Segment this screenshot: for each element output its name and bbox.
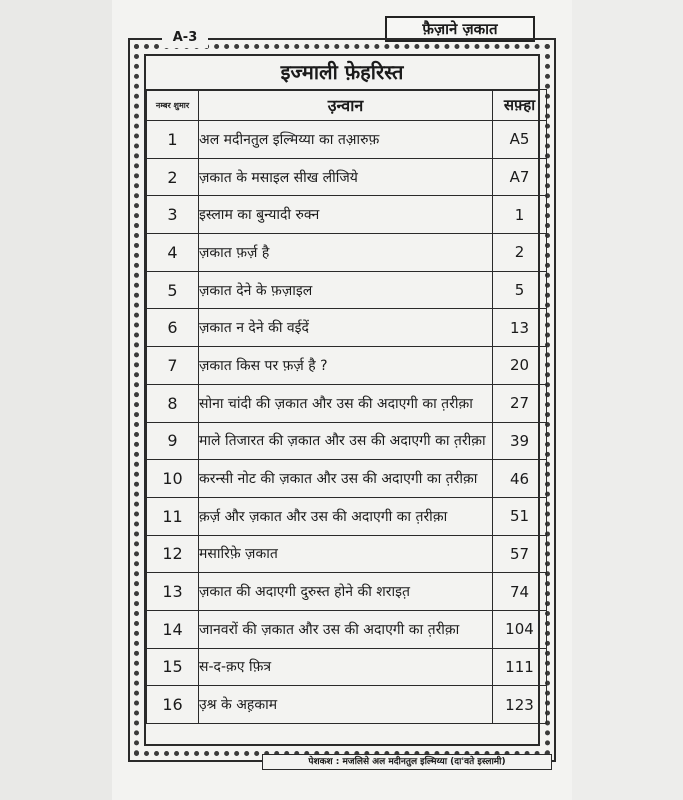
column-header-title: उ़न्वान (199, 90, 493, 121)
row-number: 16 (147, 686, 199, 724)
column-header-number: नम्बर शुमार (147, 90, 199, 121)
page-number: 57 (493, 535, 547, 573)
title-cell: सोना चांदी की ज़कात और उस की अदाएगी का त़रीक़ा (199, 384, 493, 422)
table-row (147, 121, 547, 159)
table-row (147, 460, 547, 498)
column-header-page: सफ़्हा (493, 90, 547, 121)
table-row (147, 234, 547, 272)
title-cell: इस्लाम का बुन्यादी रुक्न (199, 196, 493, 234)
row-number: 3 (147, 196, 199, 234)
title-cell: अल मदीनतुल इल्मिय्या का तआ़रुफ़ (199, 121, 493, 159)
title-cell: ज़कात न देने की वईदें (199, 309, 493, 347)
row-number: 12 (147, 535, 199, 573)
page-number-label: A-3 (162, 28, 208, 48)
title-cell: जानवरों की ज़कात और उस की अदाएगी का त़रीक़ा (199, 610, 493, 648)
adjacent-page (572, 0, 683, 800)
title-cell: करन्सी नोट की ज़कात और उस की अदाएगी का त़रीक़ा (199, 460, 493, 498)
page-number: 46 (493, 460, 547, 498)
publisher-footer: पेशकश : मजलिसे अल मदीनतुल इल्मिय्या (दा'वते इस्लामी) (262, 754, 552, 770)
book-title-box: फ़ैज़ाने ज़कात (385, 16, 535, 42)
title-cell: माले तिजारत की ज़कात और उस की अदाएगी का त़रीक़ा (199, 422, 493, 460)
page-number: 39 (493, 422, 547, 460)
row-number: 8 (147, 384, 199, 422)
row-number: 4 (147, 234, 199, 272)
table-row (147, 196, 547, 234)
row-number: 7 (147, 347, 199, 385)
row-number: 15 (147, 648, 199, 686)
page-number: 123 (493, 686, 547, 724)
title-cell: ज़कात देने के फ़ज़ाइल (199, 271, 493, 309)
page-number: 2 (493, 234, 547, 272)
page-number: 20 (493, 347, 547, 385)
title-cell: ज़कात की अदाएगी दुरुस्त होने की शराइत़ (199, 573, 493, 611)
page-number: A5 (493, 121, 547, 159)
row-number: 6 (147, 309, 199, 347)
table-row (147, 610, 547, 648)
title-cell: उ़श्र के अह़काम (199, 686, 493, 724)
table-row (147, 271, 547, 309)
page-number: A7 (493, 158, 547, 196)
row-number: 2 (147, 158, 199, 196)
table-row (147, 347, 547, 385)
title-cell: क़र्ज़ और ज़कात और उस की अदाएगी का त़रीक़ा (199, 497, 493, 535)
title-cell: ज़कात के मसाइल सीख लीजिये (199, 158, 493, 196)
table-row (147, 648, 547, 686)
page-number: 5 (493, 271, 547, 309)
title-cell: मसारिफ़े ज़कात (199, 535, 493, 573)
table-row (147, 686, 547, 724)
row-number: 9 (147, 422, 199, 460)
row-number: 10 (147, 460, 199, 498)
row-number: 5 (147, 271, 199, 309)
toc-table (146, 89, 547, 724)
row-number: 11 (147, 497, 199, 535)
page-number: 27 (493, 384, 547, 422)
table-row (147, 309, 547, 347)
table-row (147, 497, 547, 535)
page-number: 51 (493, 497, 547, 535)
table-row (147, 422, 547, 460)
row-number: 13 (147, 573, 199, 611)
title-cell: ज़कात किस पर फ़र्ज़ है ? (199, 347, 493, 385)
title-cell: ज़कात फ़र्ज़ है (199, 234, 493, 272)
title-cell: स-द-क़ए फ़ित्र (199, 648, 493, 686)
toc-header-row (147, 90, 547, 121)
page-number: 104 (493, 610, 547, 648)
row-number: 14 (147, 610, 199, 648)
table-row (147, 158, 547, 196)
row-number: 1 (147, 121, 199, 159)
toc-title: इज्माली फ़ेहरिस्त (280, 60, 404, 84)
table-row (147, 384, 547, 422)
table-row (147, 535, 547, 573)
page-number: 13 (493, 309, 547, 347)
page-number: 1 (493, 196, 547, 234)
table-row (147, 573, 547, 611)
page-number: 111 (493, 648, 547, 686)
page-number: 74 (493, 573, 547, 611)
